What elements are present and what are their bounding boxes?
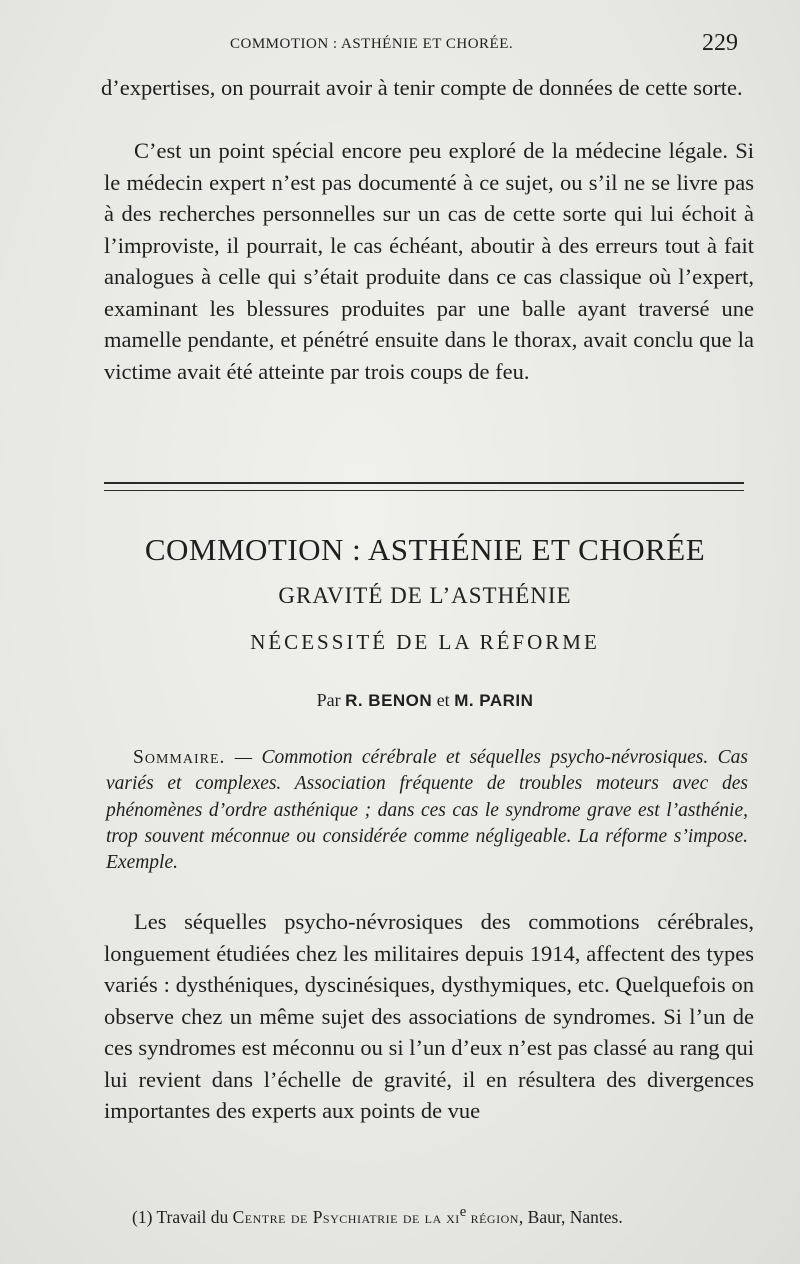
author-parin: M. PARIN: [454, 691, 534, 710]
article-summary: [106, 745, 748, 876]
footnote: [132, 1204, 623, 1228]
summary-label: Sommaire.: [133, 747, 226, 768]
footnote-centre: Centre de Psychiatrie de la: [232, 1206, 442, 1227]
section-divider-thin: [104, 490, 744, 491]
paragraph-forensic: C’est un point spécial encore peu exploré de la médecine légale. Si le médecin expert n’est pas documenté à ce sujet, ou s’il ne se livre pas à des recherches personnelles sur un cas de cette sorte qui lui échoit à l’improviste, il pourrait, le cas échéant, aboutir à des erreurs tout à fait analogues à celle qui s’était produite dans ce cas classique où l’expert, examinant les blessures produites par une balle ayant traversé une mamelle pendante, et pénétré ensuite dans le thorax, avait conclu que la victime avait été atteinte par trois coups de feu.: [104, 138, 754, 384]
authors-conjunction: et: [436, 690, 450, 710]
author-benon: R. BENON: [345, 691, 433, 710]
article-title: COMMOTION : ASTHÉNIE ET CHORÉE: [144, 532, 706, 567]
running-head: COMMOTION : ASTHÉNIE ET CHORÉE.: [230, 36, 514, 52]
footnote-region-number: xi: [446, 1206, 460, 1227]
article-subtitle-gravity: GRAVITÉ DE L’ASTHÉNIE: [278, 583, 572, 608]
authors-by: Par: [316, 690, 341, 710]
article-subtitle-reform: NÉCESSITÉ DE LA RÉFORME: [250, 630, 600, 654]
footnote-region-word: région: [470, 1206, 519, 1227]
section-divider-thick: [104, 482, 744, 484]
article-authors: [0, 690, 800, 711]
paragraph-continuation: d’expertises, on pourrait avoir à tenir compte de données de cette sorte.: [101, 75, 743, 100]
footnote-marker: (1) Travail du: [132, 1206, 229, 1227]
paragraph-sequelae: Les séquelles psycho-névrosiques des commotions cérébrales, longuement étudiées chez les militaires depuis 1914, affectent des types variés : dysthéniques, dyscinésiques, dysthymiques, etc. Quelquefois on observe chez un même sujet des associations de syndromes. Si l’un de ces syndromes est méconnu ou si l’un d’eux n’est pas classé au rang qui lui revient dans l’échelle de gravité, il en résultera des divergences importantes des experts aux points de vue: [104, 909, 754, 1123]
footnote-region-sup: e: [459, 1204, 467, 1220]
summary-text: — Commotion cérébrale et séquelles psycho-névrosiques. Cas variés et complexes. Association fréquente de troubles moteurs avec des phénomènes d’ordre asthénique ; dans ces cas le syndrome grave est l’asthénie, trop souvent méconnue ou considérée comme négligeable. La réforme s’impose. Exemple.: [106, 747, 748, 874]
page-number: 229: [702, 30, 738, 56]
footnote-end: , Baur, Nantes.: [518, 1206, 623, 1227]
